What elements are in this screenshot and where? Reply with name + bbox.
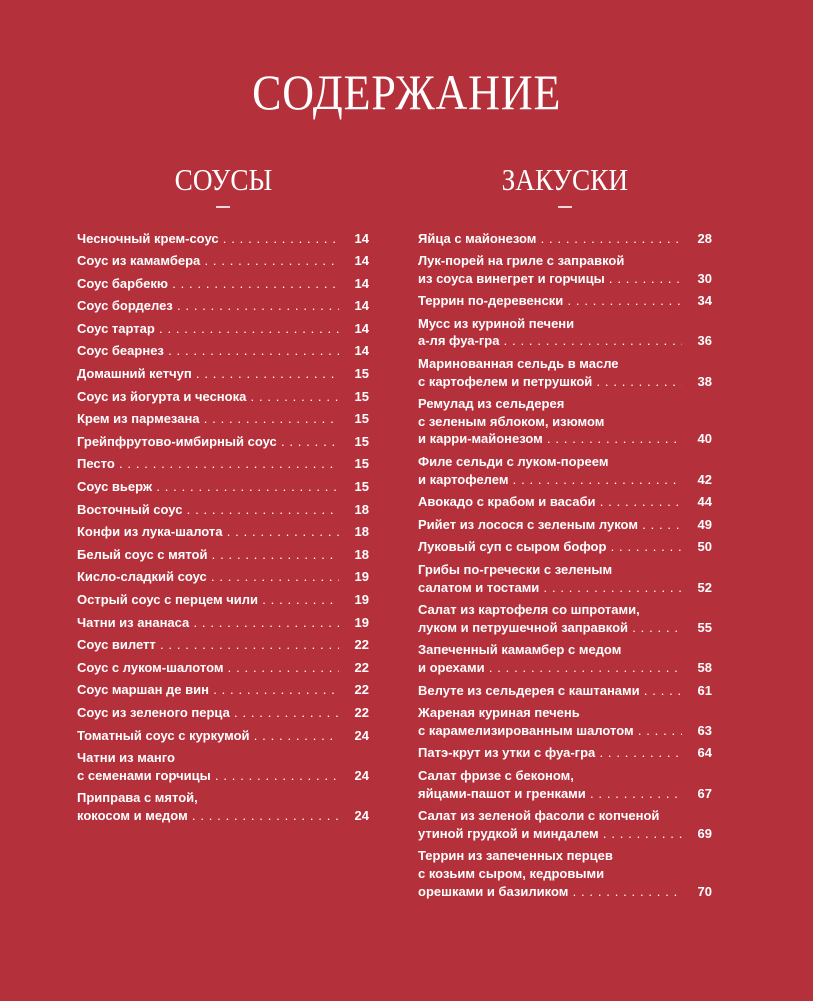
heading-underline-dash xyxy=(216,206,230,208)
toc-entry[interactable] xyxy=(77,385,369,408)
toc-entry-title xyxy=(77,275,339,293)
toc-entry-title xyxy=(77,681,339,699)
toc-entry[interactable] xyxy=(77,634,369,657)
toc-entry-title xyxy=(77,749,339,784)
toc-list xyxy=(77,227,369,827)
toc-entry-title xyxy=(77,365,339,383)
toc-entry-page-number: 14 xyxy=(354,275,369,291)
page-title-text: СОДЕРЖАНИЕ xyxy=(251,64,562,120)
toc-entry-title-line: Соус из зеленого перца . . . xyxy=(77,704,339,722)
toc-entry[interactable] xyxy=(418,639,712,679)
toc-entry-title xyxy=(77,659,339,677)
toc-entry-page-number: 14 xyxy=(354,230,369,246)
toc-entry[interactable] xyxy=(77,787,369,827)
toc-entry-title xyxy=(77,614,339,632)
toc-entry-page-number: 24 xyxy=(354,767,369,783)
toc-entry-title xyxy=(418,682,682,700)
toc-entry-title-line: Жареная куриная печень xyxy=(418,705,580,721)
toc-entry-title xyxy=(77,342,339,360)
toc-entry[interactable] xyxy=(418,227,712,250)
toc-entry-page-number: 15 xyxy=(354,433,369,449)
toc-entry-title-line: с картофелем и петрушкой . . . xyxy=(418,373,682,391)
toc-entry-page-number: 64 xyxy=(697,745,712,761)
toc-entry-page-number: 15 xyxy=(354,411,369,427)
toc-entry-title-line: Соус барбекю . . . xyxy=(77,275,339,293)
section-heading-text: СОУСЫ xyxy=(174,162,272,197)
toc-entry-title-line: Белый соус с мятой . . . xyxy=(77,546,339,564)
toc-entry-title xyxy=(77,433,339,451)
toc-entry-page-number: 52 xyxy=(697,579,712,595)
toc-entry-title-line: Приправа с мятой, xyxy=(77,790,198,806)
toc-entry-title-line: яйцами-пашот и гренками . . . xyxy=(418,785,682,803)
toc-entry[interactable] xyxy=(77,227,369,250)
toc-entry-page-number: 58 xyxy=(697,659,712,675)
toc-entry-title-line: Конфи из лука-шалота . . . xyxy=(77,523,339,541)
toc-entry[interactable] xyxy=(77,430,369,453)
toc-entry-title xyxy=(77,789,339,824)
toc-entry-title xyxy=(77,320,339,338)
toc-entry-title xyxy=(77,455,339,473)
toc-entry-title xyxy=(418,847,682,900)
toc-entry-title-line: а-ля фуа-гра . . . xyxy=(418,332,682,350)
toc-entry-title xyxy=(418,516,682,534)
toc-entry-title-line: Лук-порей на гриле с заправкой xyxy=(418,253,625,269)
toc-entry[interactable] xyxy=(77,408,369,431)
toc-entry-title-line: Соус беарнез . . . xyxy=(77,342,339,360)
toc-entry-title xyxy=(418,561,682,596)
toc-entry-page-number: 61 xyxy=(697,682,712,698)
toc-entry[interactable] xyxy=(77,724,369,747)
section-heading xyxy=(77,160,369,200)
heading-underline-dash xyxy=(558,206,572,208)
toc-entry-title xyxy=(77,591,339,609)
toc-entry-title xyxy=(77,523,339,541)
toc-entry[interactable] xyxy=(77,701,369,724)
toc-entry-page-number: 38 xyxy=(697,373,712,389)
toc-entry-page-number: 69 xyxy=(697,825,712,841)
toc-entry-title-line: Авокадо с крабом и васаби . . . xyxy=(418,493,682,511)
toc-entry-title-line: Террин из запеченных перцев xyxy=(418,848,613,864)
toc-entry-page-number: 50 xyxy=(697,539,712,555)
toc-entry[interactable] xyxy=(418,702,712,742)
toc-entry-title xyxy=(418,230,682,248)
toc-entry-title-line: Грибы по-гречески с зеленым xyxy=(418,562,613,577)
toc-entry-title xyxy=(77,636,339,654)
toc-entry-title-line: и картофелем . . . xyxy=(418,471,682,489)
toc-entry-page-number: 49 xyxy=(697,516,712,532)
toc-entry-page-number: 19 xyxy=(354,569,369,585)
toc-entry-title-line: Чатни из манго xyxy=(77,750,175,766)
toc-entry-title-line: Песто . . . xyxy=(77,455,339,473)
toc-entry-page-number: 30 xyxy=(697,270,712,286)
toc-list xyxy=(418,227,712,903)
toc-entry-page-number: 24 xyxy=(354,807,369,823)
section-appetizers xyxy=(418,160,712,903)
toc-entry[interactable] xyxy=(77,363,369,386)
toc-entry[interactable] xyxy=(77,521,369,544)
toc-entry-title xyxy=(77,252,339,270)
toc-entry-page-number: 18 xyxy=(354,501,369,517)
toc-entry-title xyxy=(77,501,339,519)
toc-entry[interactable] xyxy=(418,250,712,290)
toc-entry[interactable] xyxy=(418,451,712,491)
toc-entry[interactable] xyxy=(77,589,369,612)
toc-entry[interactable] xyxy=(418,513,712,536)
toc-entry[interactable] xyxy=(418,599,712,639)
toc-entry[interactable] xyxy=(77,250,369,273)
toc-entry[interactable] xyxy=(77,656,369,679)
toc-entry-page-number: 18 xyxy=(354,546,369,562)
toc-entry[interactable] xyxy=(77,317,369,340)
toc-entry-title xyxy=(418,292,682,310)
toc-entry-page-number: 15 xyxy=(354,388,369,404)
toc-entry-title xyxy=(418,493,682,511)
toc-entry-title-line: из соуса винегрет и горчицы . . . xyxy=(418,270,682,288)
toc-entry-title-line: Соус вьерж . . . xyxy=(77,478,339,496)
toc-entry[interactable] xyxy=(418,805,712,845)
toc-entry-title-line: с карамелизированным шалотом . . . xyxy=(418,722,682,740)
toc-entry-title xyxy=(77,568,339,586)
toc-entry-title-line: Филе сельди с луком-пореем xyxy=(418,454,609,470)
toc-entry-page-number: 14 xyxy=(354,343,369,359)
toc-entry-title-line: Рийет из лосося с зеленым луком . . . xyxy=(418,516,682,534)
toc-entry-title-line: луком и петрушечной заправкой . . . xyxy=(418,619,682,637)
toc-entry-title xyxy=(418,641,682,676)
toc-entry-page-number: 24 xyxy=(354,727,369,743)
toc-entry-title-line: Соус маршан де вин . . . xyxy=(77,681,339,699)
toc-entry-title-line: Салат из зеленой фасоли с копченой xyxy=(418,808,660,824)
toc-entry-title-line: Соус вилетт . . . xyxy=(77,636,339,654)
toc-entry-title-line: Чесночный крем-соус . . . xyxy=(77,230,339,248)
toc-entry-title xyxy=(418,395,682,448)
toc-entry[interactable] xyxy=(77,295,369,318)
toc-entry-title xyxy=(77,478,339,496)
toc-entry-page-number: 15 xyxy=(354,479,369,495)
toc-entry-title-line: салатом и тостами . . . xyxy=(418,579,682,597)
toc-entry-title-line: Террин по-деревенски . . . xyxy=(418,292,682,310)
toc-entry[interactable] xyxy=(418,312,712,352)
toc-entry-title-line: кокосом и медом . . . xyxy=(77,807,339,825)
toc-entry-page-number: 40 xyxy=(697,431,712,447)
toc-entry-page-number: 28 xyxy=(697,230,712,246)
toc-entry[interactable] xyxy=(418,290,712,313)
toc-entry-title-line: Маринованная сельдь в масле xyxy=(418,356,619,372)
toc-entry-title-line: Восточный соус . . . xyxy=(77,501,339,519)
toc-entry[interactable] xyxy=(418,764,712,804)
toc-entry-title-line: и карри-майонезом . . . xyxy=(418,430,682,448)
toc-entry-title xyxy=(418,538,682,556)
toc-entry-title xyxy=(77,297,339,315)
toc-entry-page-number: 14 xyxy=(354,320,369,336)
toc-entry[interactable] xyxy=(418,845,712,903)
toc-entry-title xyxy=(418,744,682,762)
toc-entry-page-number: 44 xyxy=(697,494,712,510)
toc-entry-title-line: Соус борделез . . . xyxy=(77,297,339,315)
toc-entry-title-line: и орехами . . . xyxy=(418,659,682,677)
toc-entry-title-line: с семенами горчицы . . . xyxy=(77,767,339,785)
toc-entry-title-line: Ремулад из сельдерея xyxy=(418,396,565,412)
toc-entry-title-line: Яйца с майонезом . . . xyxy=(418,230,682,248)
toc-entry-page-number: 14 xyxy=(354,253,369,269)
toc-entry-title xyxy=(77,410,339,428)
toc-entry-page-number: 63 xyxy=(697,722,712,738)
toc-entry-title-line: Крем из пармезана . . . xyxy=(77,410,339,428)
toc-entry-title-line: Кисло-сладкий соус . . . xyxy=(77,568,339,586)
toc-entry-title xyxy=(77,546,339,564)
toc-entry[interactable] xyxy=(77,340,369,363)
toc-entry[interactable] xyxy=(418,742,712,765)
toc-entry[interactable] xyxy=(77,747,369,787)
toc-entry-title-line: с козьим сыром, кедровыми xyxy=(418,865,605,881)
toc-entry[interactable] xyxy=(418,679,712,702)
toc-entry-title-line: Острый соус с перцем чили . . . xyxy=(77,591,339,609)
toc-entry-title-line: Соус тартар . . . xyxy=(77,320,339,338)
toc-entry-title-line: с зеленым яблоком, изюмом xyxy=(418,413,605,429)
toc-entry[interactable] xyxy=(77,566,369,589)
toc-entry-title-line: Салат фризе с беконом, xyxy=(418,767,574,783)
toc-entry-page-number: 36 xyxy=(697,333,712,349)
toc-entry-page-number: 19 xyxy=(354,592,369,607)
toc-entry-page-number: 42 xyxy=(697,471,712,487)
toc-entry-title xyxy=(418,315,682,350)
toc-entry-title-line: Чатни из ананаса . . . xyxy=(77,614,339,632)
toc-entry-title xyxy=(418,355,682,390)
toc-entry[interactable] xyxy=(77,453,369,476)
toc-entry[interactable] xyxy=(418,559,712,599)
toc-entry-title-line: Томатный соус с куркумой . . . xyxy=(77,727,339,745)
toc-entry-title xyxy=(418,601,682,636)
toc-entry-page-number: 22 xyxy=(354,682,369,698)
toc-entry-page-number: 22 xyxy=(354,704,369,720)
toc-entry-title-line: Патэ-крут из утки с фуа-гра . . . xyxy=(418,744,682,762)
toc-entry-page-number: 70 xyxy=(697,883,712,899)
toc-entry-page-number: 14 xyxy=(354,298,369,314)
toc-entry-title-line: Соус из йогурта и чеснока . . . xyxy=(77,388,339,406)
toc-entry-title xyxy=(418,252,682,287)
toc-entry-page-number: 22 xyxy=(354,659,369,675)
toc-entry-title xyxy=(77,388,339,406)
toc-entry-title xyxy=(418,767,682,802)
toc-entry-title-line: Соус из камамбера . . . xyxy=(77,252,339,270)
toc-entry-title-line: Запеченный камамбер с медом xyxy=(418,642,622,658)
toc-entry-page-number: 15 xyxy=(354,456,369,472)
toc-entry[interactable] xyxy=(418,491,712,514)
toc-entry[interactable] xyxy=(418,536,712,559)
toc-entry-page-number: 22 xyxy=(354,637,369,653)
toc-entry-title-line: Грейпфрутово-имбирный соус . . . xyxy=(77,433,339,451)
toc-entry[interactable] xyxy=(77,543,369,566)
toc-entry[interactable] xyxy=(77,498,369,521)
toc-entry-title-line: орешками и базиликом . . . xyxy=(418,883,682,901)
toc-entry[interactable] xyxy=(77,611,369,634)
toc-entry-page-number: 18 xyxy=(354,524,369,540)
toc-entry[interactable] xyxy=(77,476,369,499)
toc-entry-title-line: Соус с луком-шалотом . . . xyxy=(77,659,339,677)
toc-entry-title-line: Луковый суп с сыром бофор . . . xyxy=(418,538,682,556)
toc-entry-title-line: Салат из картофеля со шпротами, xyxy=(418,602,640,618)
toc-entry-title-line: Домашний кетчуп . . . xyxy=(77,365,339,383)
toc-entry-title xyxy=(418,704,682,739)
toc-entry-page-number: 55 xyxy=(697,619,712,635)
toc-entry-title xyxy=(418,807,682,842)
toc-entry-title xyxy=(77,704,339,722)
page-title xyxy=(0,64,813,120)
toc-entry[interactable] xyxy=(418,393,712,451)
toc-entry-title xyxy=(77,727,339,745)
toc-entry[interactable] xyxy=(418,353,712,393)
section-heading-text: ЗАКУСКИ xyxy=(501,162,629,197)
toc-entry-title-line: утиной грудкой и миндалем . . . xyxy=(418,825,682,843)
toc-entry-page-number: 19 xyxy=(354,614,369,630)
toc-entry[interactable] xyxy=(77,272,369,295)
section-heading xyxy=(418,160,712,200)
toc-entry-title-line: Велуте из сельдерея с каштанами . . . xyxy=(418,682,682,700)
toc-entry-title xyxy=(418,453,682,488)
toc-entry-title xyxy=(77,230,339,248)
toc-entry-page-number: 34 xyxy=(697,293,712,309)
toc-entry[interactable] xyxy=(77,679,369,702)
section-sauces xyxy=(77,160,369,827)
toc-entry-page-number: 67 xyxy=(697,785,712,801)
toc-entry-title-line: Мусс из куриной печени xyxy=(418,315,575,331)
toc-entry-page-number: 15 xyxy=(354,366,369,382)
